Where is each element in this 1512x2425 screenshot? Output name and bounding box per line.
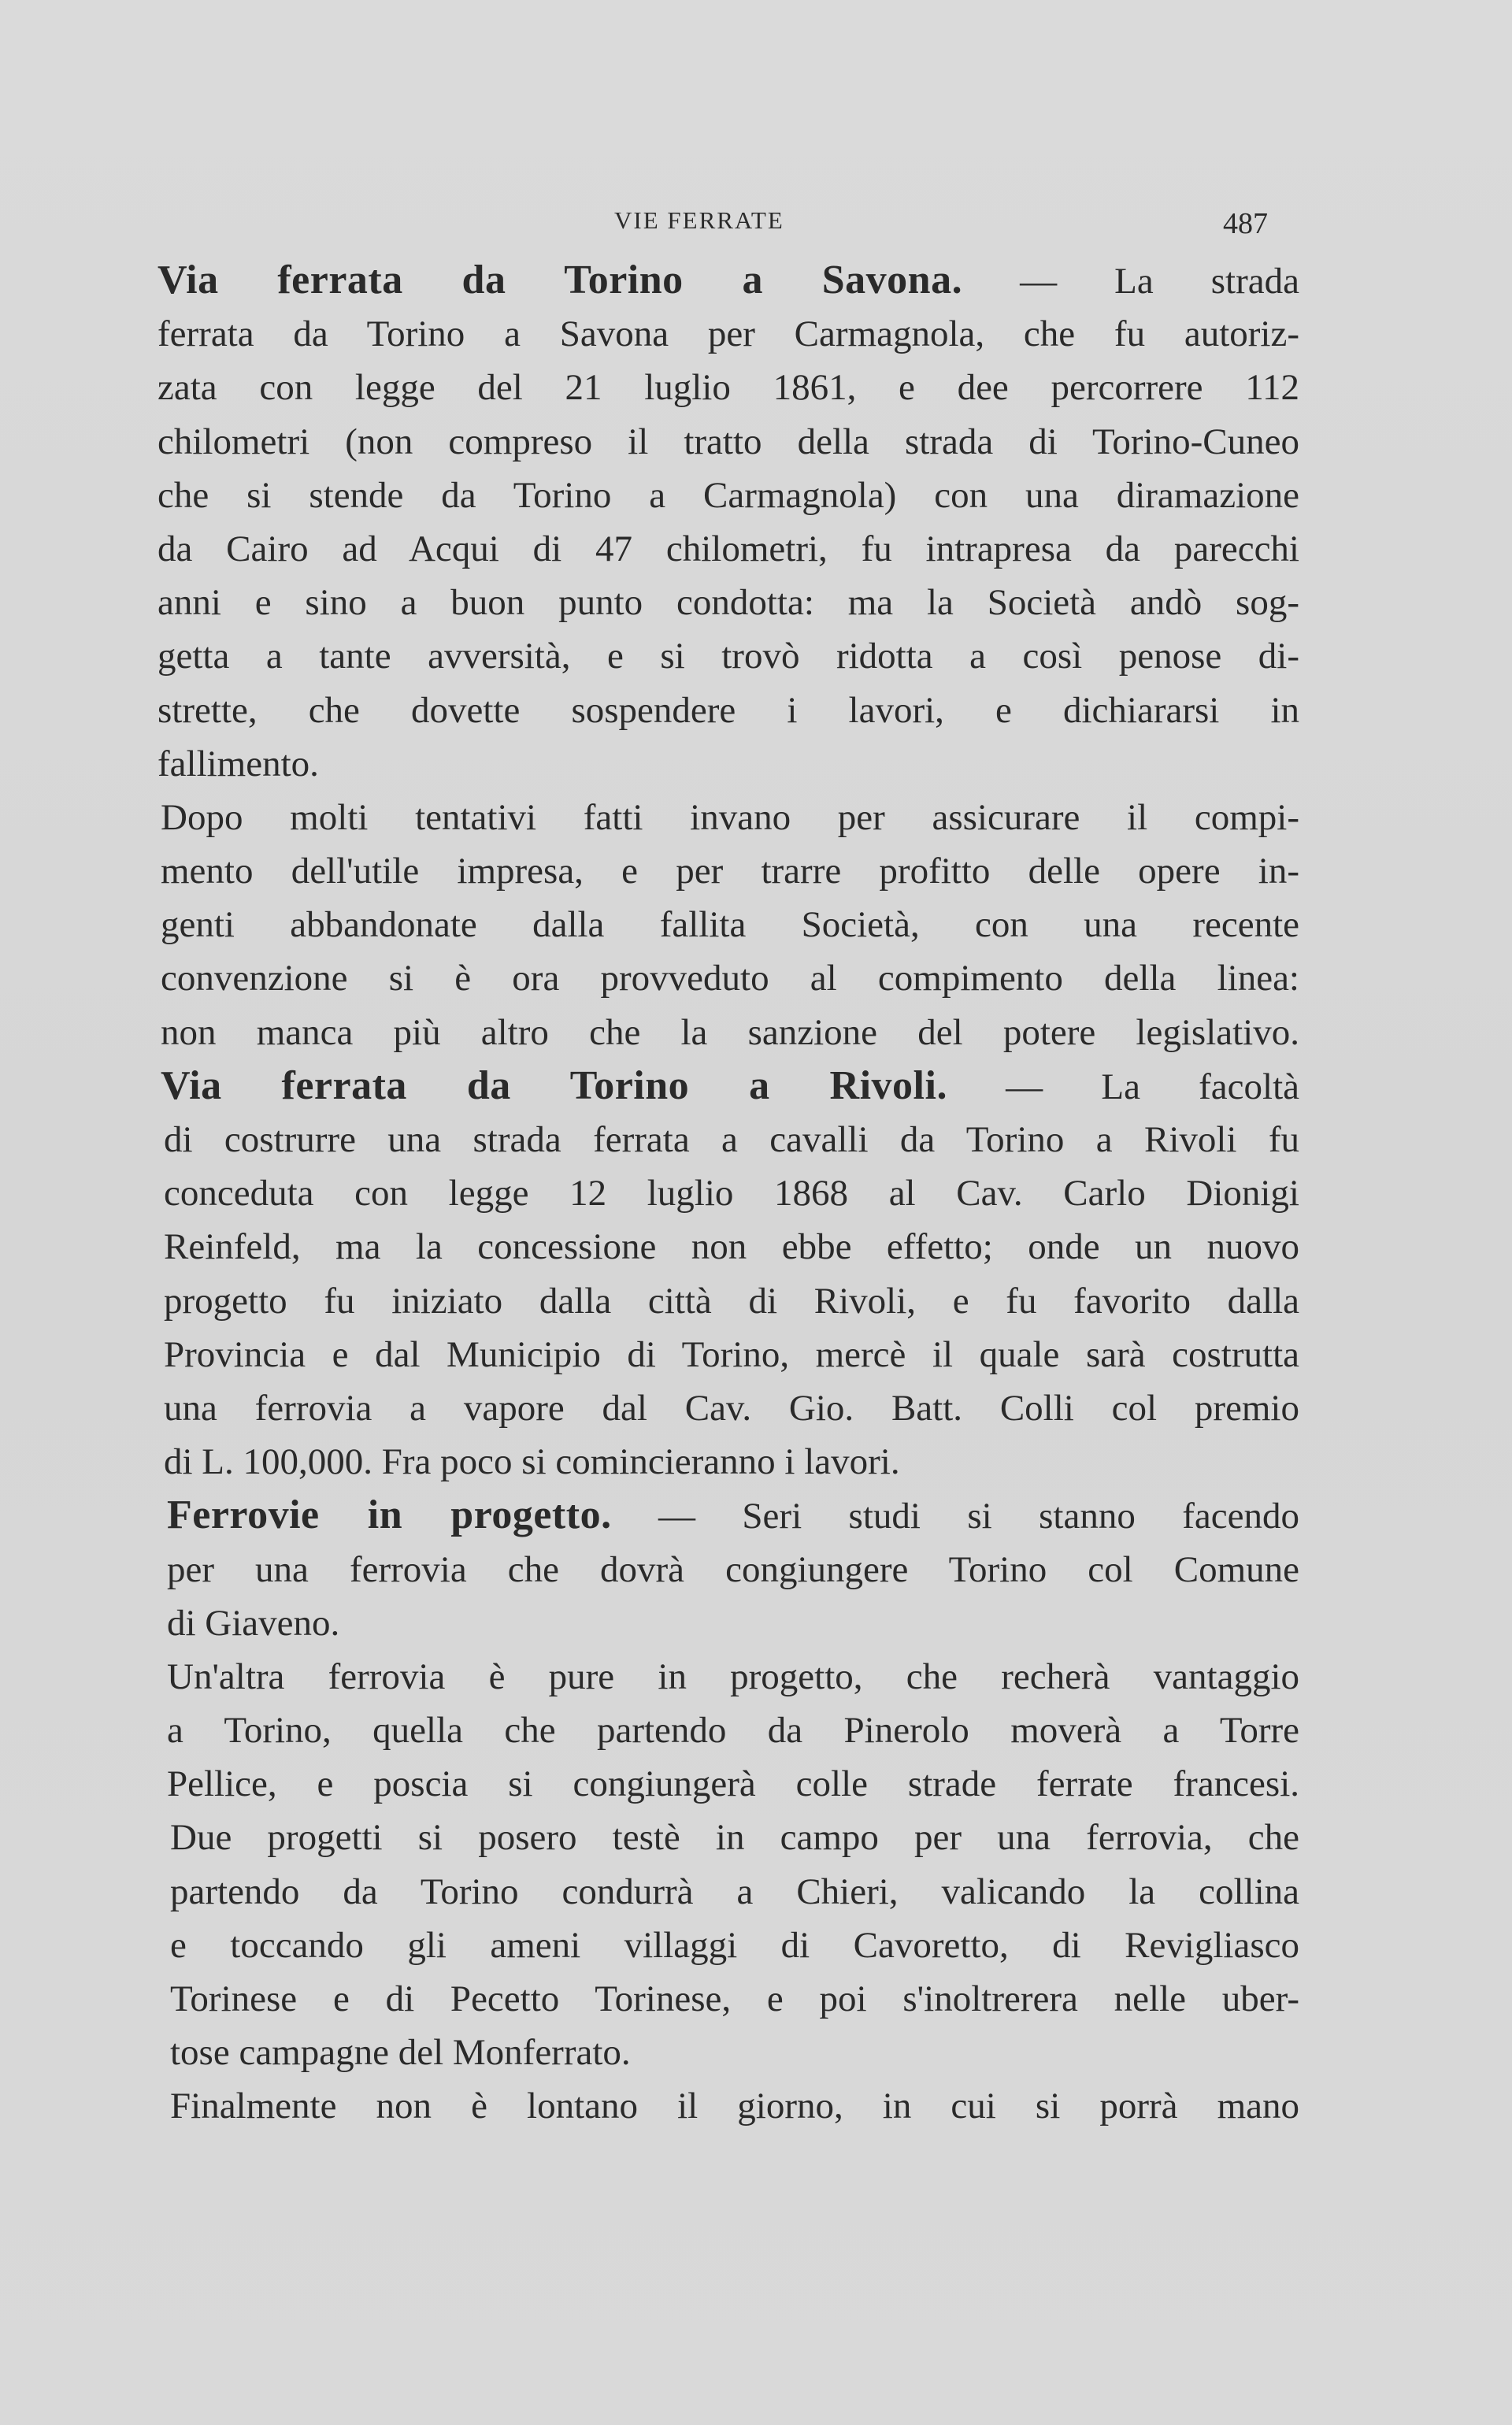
text-line: mento dell'utile impresa, e per trarre profitto delle opere in- [161,851,1299,892]
text-line: non manca più altro che la sanzione del potere legislativo. [161,1011,1299,1053]
text-line: per una ferrovia che dovrà congiungere Torino col Comune [167,1548,1299,1590]
text-line: Provincia e dal Municipio di Torino, mercè il quale sarà costrutta [164,1333,1299,1375]
text-line: strette, che dovette sospendere i lavori, e dichiararsi in [158,689,1299,731]
running-title: VIE FERRATE [614,206,784,234]
text-line: tose campagne del Monferrato. [170,2032,631,2074]
section-heading: Via ferrata da Torino a Rivoli. [161,1062,947,1108]
text-line: convenzione si è ora provveduto al compimento della linea: [161,958,1299,999]
text-line [158,254,1299,307]
line-text: — La strada [962,261,1299,302]
text-line: di Giaveno. [167,1602,340,1644]
text-line: Un'altra ferrovia è pure in progetto, che recherà vantaggio [167,1656,1299,1697]
text-line [158,1059,1299,1113]
text-line: anni e sino a buon punto condotta: ma la Società andò sog- [158,582,1299,624]
text-line: di costrurre una strada ferrata a cavalli da Torino a Rivoli fu [164,1119,1299,1160]
text-line: una ferrovia a vapore dal Cav. Gio. Batt. Colli col premio [164,1387,1299,1429]
text-line: fallimento. [158,743,319,784]
text-line: di L. 100,000. Fra poco si comincieranno i lavori. [164,1441,900,1483]
text-line: a Torino, quella che partendo da Pinerolo moverà a Torre [167,1710,1299,1752]
text-line [158,1489,1299,1542]
text-line: Reinfeld, ma la concessione non ebbe effetto; onde un nuovo [164,1226,1299,1268]
page-number: 487 [1223,207,1268,240]
text-line: chilometri (non compreso il tratto della strada di Torino-Cuneo [158,421,1299,462]
line-text: — La facoltà [947,1066,1299,1107]
text-line: e toccando gli ameni villaggi di Cavoretto, di Revigliasco [170,1924,1299,1966]
text-line: Torinese e di Pecetto Torinese, e poi s'inoltrerera nelle uber- [170,1978,1299,2019]
text-line: Pellice, e poscia si congiungerà colle strade ferrate francesi. [167,1763,1299,1805]
text-line: ferrata da Torino a Savona per Carmagnola, che fu autoriz- [158,313,1299,355]
text-line: conceduta con legge 12 luglio 1868 al Cav. Carlo Dionigi [164,1173,1299,1214]
text-line: partendo da Torino condurrà a Chieri, valicando la collina [170,1871,1299,1912]
text-line: getta a tante avversità, e si trovò ridotta a così penose di- [158,636,1299,677]
line-text: — Seri studi si stanno facendo [611,1496,1299,1537]
text-line: Dopo molti tentativi fatti invano per assicurare il compi- [161,796,1299,838]
text-line: Finalmente non è lontano il giorno, in cui si porrà mano [170,2086,1299,2127]
section-heading: Via ferrata da Torino a Savona. [158,258,963,302]
text-line: che si stende da Torino a Carmagnola) con una diramazione [158,474,1299,516]
text-line: progetto fu iniziato dalla città di Rivoli, e fu favorito dalla [164,1280,1299,1322]
section-heading: Ferrovie in progetto. [167,1492,612,1538]
text-line: da Cairo ad Acqui di 47 chilometri, fu intrapresa da parecchi [158,528,1299,569]
text-line: genti abbandonate dalla fallita Società, con una recente [161,904,1299,946]
text-line: Due progetti si posero testè in campo per una ferrovia, che [170,1817,1299,1859]
page-header [158,206,1276,241]
text-line: zata con legge del 21 luglio 1861, e dee percorrere 112 [158,367,1299,409]
body-text [158,254,1299,2134]
